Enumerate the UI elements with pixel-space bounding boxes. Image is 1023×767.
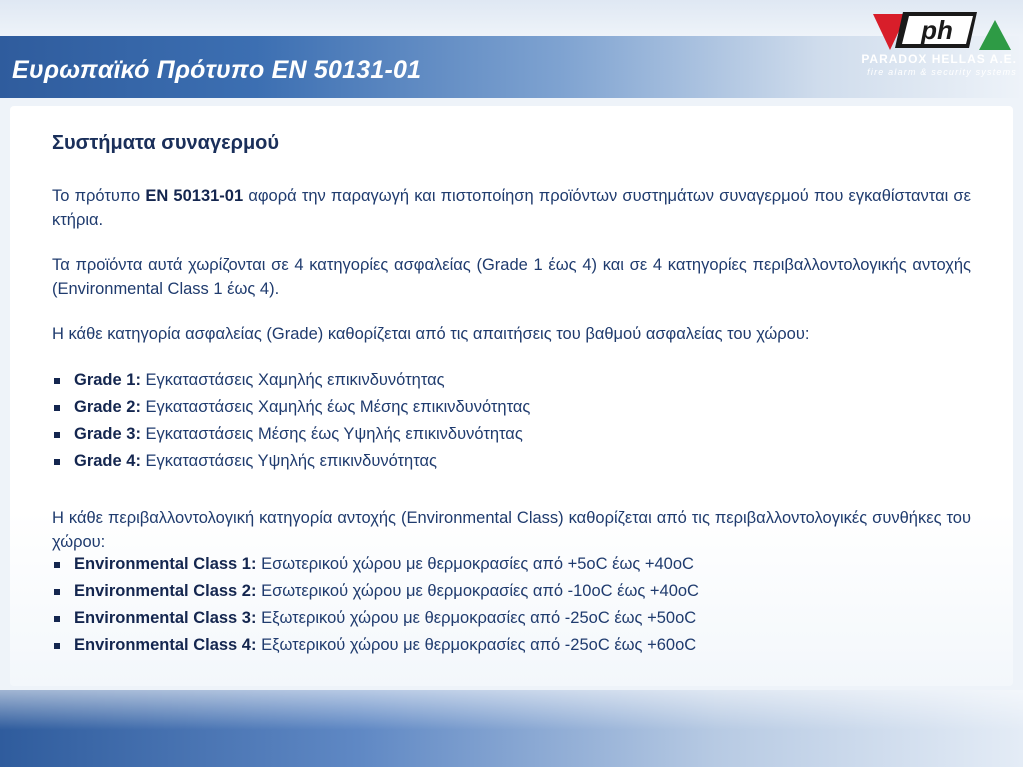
grade-item-label: Grade 3:: [74, 425, 141, 443]
grade-item-text: Εγκαταστάσεις Υψηλής επικινδυνότητας: [145, 452, 438, 470]
p1-post: αφορά την παραγωγή και πιστοποίηση προϊόντων συστημάτων συναγερμού που εγκαθίστανται σε κτήρια.: [52, 187, 971, 229]
p1-pre: Το πρότυπο: [52, 187, 146, 205]
class-item-label: Environmental Class 1:: [74, 555, 257, 573]
grade-item-text: Εγκαταστάσεις Χαμηλής επικινδυνότητας: [145, 371, 445, 389]
class-item: [52, 605, 971, 632]
paradox-logo: [835, 6, 1017, 78]
grade-item-label: Grade 1:: [74, 371, 141, 389]
paragraph-standard: [52, 184, 971, 232]
logo-company: PARADOX HELLAS A.E.: [861, 52, 1017, 66]
p1-bold: EN 50131-01: [145, 187, 244, 205]
grade-item-label: Grade 4:: [74, 452, 141, 470]
grade-item-text: Εγκαταστάσεις Μέσης έως Υψηλής επικινδυνότητας: [145, 425, 523, 443]
bullet-square-icon: [54, 562, 60, 568]
paragraph-categories: Τα προϊόντα αυτά χωρίζονται σε 4 κατηγορίες ασφαλείας (Grade 1 έως 4) και σε 4 κατηγορίες περιβαλλοντολογικής αντοχής (Environmental Class 1 έως 4).: [52, 256, 971, 298]
section-heading: Συστήματα συναγερμού: [52, 132, 280, 154]
logo-tagline: fire alarm & security systems: [867, 67, 1017, 77]
bullet-square-icon: [54, 405, 60, 411]
grade-item-text: Εγκαταστάσεις Χαμηλής έως Μέσης επικινδυνότητας: [145, 398, 531, 416]
logo-mark-text: ph: [921, 15, 953, 45]
paragraph-grade-intro: Η κάθε κατηγορία ασφαλείας (Grade) καθορίζεται από τις απαιτήσεις του βαθμού ασφαλείας του χώρου:: [52, 325, 810, 343]
bullet-square-icon: [54, 643, 60, 649]
class-item: [52, 551, 971, 578]
class-item-label: Environmental Class 4:: [74, 636, 257, 654]
bullet-square-icon: [54, 378, 60, 384]
paragraph-class-intro: Η κάθε περιβαλλοντολογική κατηγορία αντοχής (Environmental Class) καθορίζεται από τις περιβαλλοντολογικές συνθήκες του χώρου:: [52, 509, 971, 551]
class-item-label: Environmental Class 3:: [74, 609, 257, 627]
grade-item: [52, 394, 971, 421]
class-item-label: Environmental Class 2:: [74, 582, 257, 600]
bottom-shine: [0, 690, 1023, 730]
grade-list: [52, 367, 971, 475]
bullet-square-icon: [54, 432, 60, 438]
class-list: [52, 551, 971, 659]
grade-item-label: Grade 2:: [74, 398, 141, 416]
bullet-square-icon: [54, 459, 60, 465]
class-item: [52, 632, 971, 659]
slide-title: Ευρωπαϊκό Πρότυπο EN 50131-01: [12, 56, 422, 84]
grade-item: [52, 367, 971, 394]
grade-item: [52, 421, 971, 448]
bullet-square-icon: [54, 589, 60, 595]
class-item: [52, 578, 971, 605]
grade-item: [52, 448, 971, 475]
logo-mark-icon: [873, 10, 1013, 54]
bullet-square-icon: [54, 616, 60, 622]
class-item-text: Εξωτερικού χώρου με θερμοκρασίες από -25oC έως +60oC: [261, 636, 697, 654]
class-item-text: Εξωτερικού χώρου με θερμοκρασίες από -25oC έως +50oC: [261, 609, 697, 627]
class-item-text: Εσωτερικού χώρου με θερμοκρασίες από +5oC έως +40oC: [261, 555, 694, 573]
class-item-text: Εσωτερικού χώρου με θερμοκρασίες από -10oC έως +40oC: [261, 582, 699, 600]
